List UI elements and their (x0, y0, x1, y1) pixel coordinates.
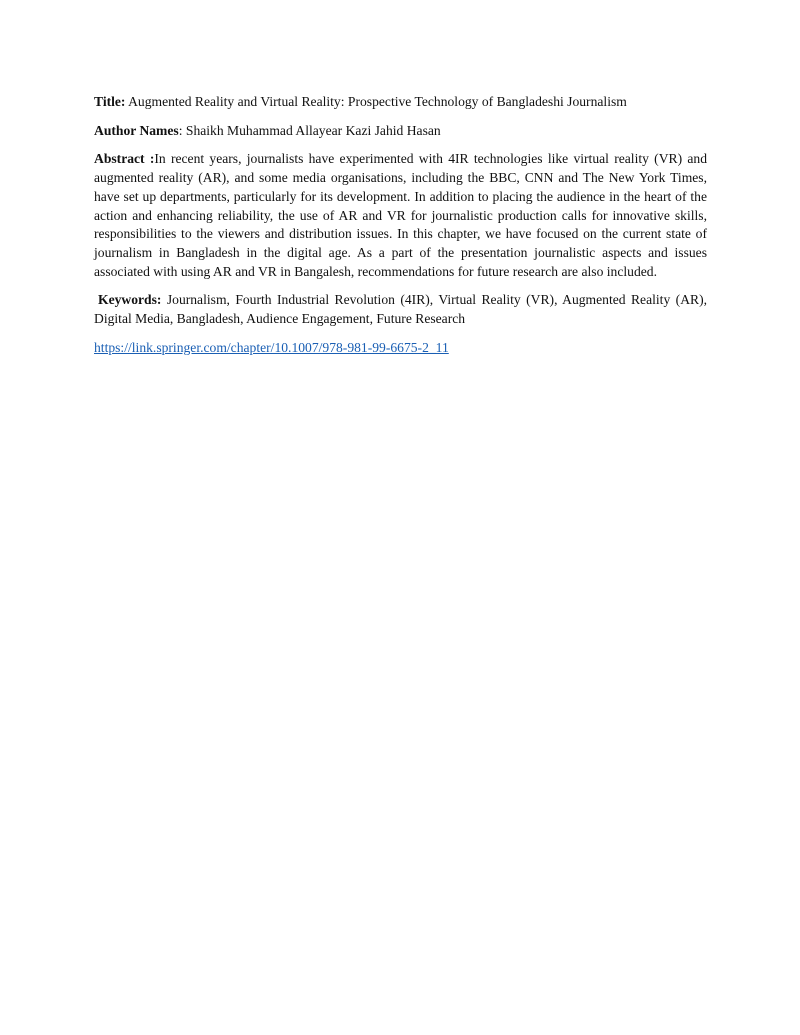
abstract-paragraph (94, 150, 707, 281)
keywords-paragraph (94, 291, 707, 328)
abstract-text: In recent years, journalists have experimented with 4IR technologies like virtual reality (VR) and augmented reality (AR), and some media organisations, including the BBC, CNN and The New York Times, have set up departments, particularly for its development. In addition to placing the audience in the heart of the action and enhancing reliability, the use of AR and VR for journalistic production calls for innovative skills, responsibilities to the viewers and distribution issues. In this chapter, we have focused on the current state of journalism in Bangladesh in the digital age. As a part of the presentation journalistic aspects and issues associated with using AR and VR in Bangalesh, recommendations for future research are also included. (94, 151, 707, 279)
title-line (94, 93, 707, 112)
authors-label: Author Names (94, 122, 179, 138)
keywords-text: Journalism, Fourth Industrial Revolution (4IR), Virtual Reality (VR), Augmented Reality (AR), Digital Media, Bangladesh, Audience Engagement, Future Research (94, 292, 707, 327)
authors-line (94, 122, 707, 141)
keywords-label: Keywords: (98, 292, 162, 308)
abstract-label: Abstract : (94, 151, 155, 167)
link-line (94, 339, 707, 358)
title-label: Title: (94, 94, 126, 109)
authors-text: : Shaikh Muhammad Allayear Kazi Jahid Hasan (178, 122, 441, 138)
springer-link[interactable]: https://link.springer.com/chapter/10.1007/978-981-99-6675-2_11 (94, 339, 449, 355)
title-text: Augmented Reality and Virtual Reality: Prospective Technology of Bangladeshi Journalism (125, 94, 627, 109)
document-page (94, 93, 707, 367)
